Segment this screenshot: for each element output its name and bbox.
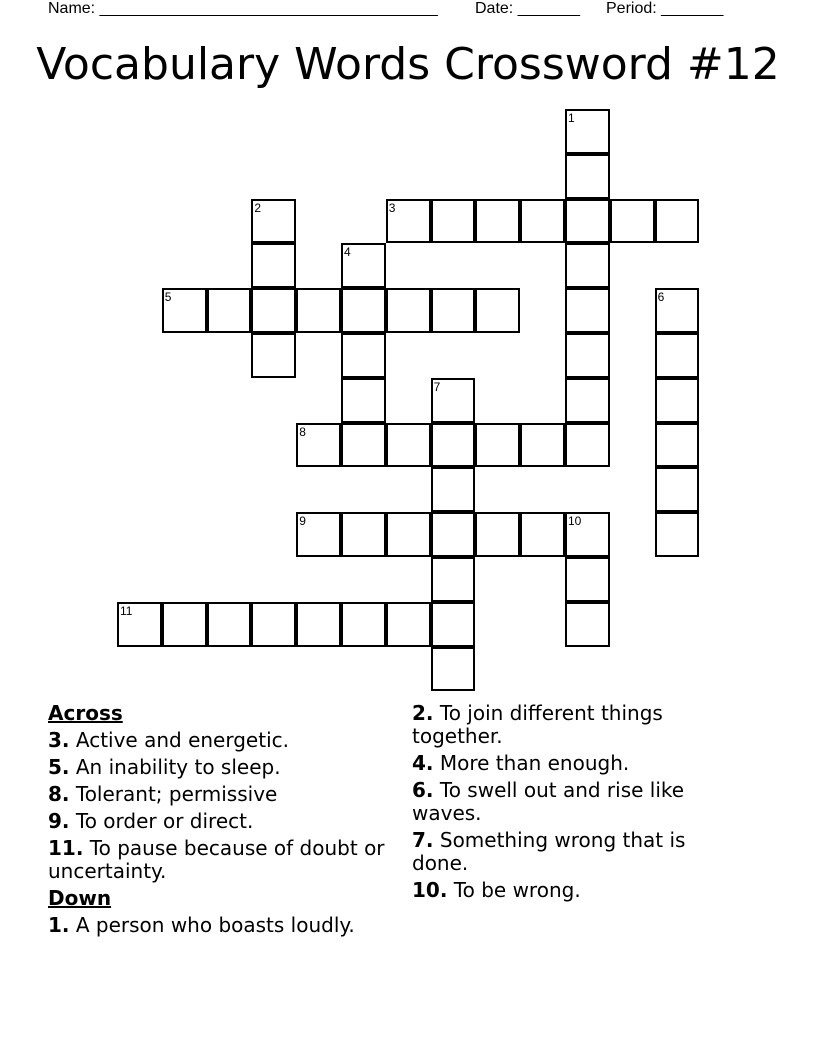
crossword-cell[interactable] [251, 602, 296, 647]
crossword-cell[interactable] [565, 288, 610, 333]
crossword-cell[interactable] [565, 423, 610, 468]
cell-clue-number: 9 [299, 514, 306, 529]
crossword-cell[interactable] [565, 243, 610, 288]
crossword-cell[interactable] [565, 109, 610, 154]
clue-text: To join different things together. [412, 701, 663, 748]
clue-text: Tolerant; permissive [69, 782, 278, 806]
crossword-cell[interactable] [431, 467, 476, 512]
across-clue-8 [48, 783, 388, 806]
date-field-label: Date: _______ [475, 0, 580, 17]
crossword-cell[interactable] [475, 423, 520, 468]
crossword-cell[interactable] [251, 288, 296, 333]
clue-number: 2. [412, 701, 434, 725]
cell-clue-number: 10 [568, 514, 582, 529]
down-clue-10 [412, 879, 732, 902]
clue-number: 7. [412, 828, 434, 852]
crossword-cell[interactable] [655, 199, 700, 244]
crossword-cell[interactable] [565, 378, 610, 423]
crossword-cell[interactable] [431, 378, 476, 423]
clue-text: To order or direct. [69, 809, 254, 833]
cell-clue-number: 8 [299, 424, 306, 439]
crossword-cell[interactable] [162, 288, 207, 333]
crossword-cell[interactable] [520, 423, 565, 468]
crossword-cell[interactable] [565, 154, 610, 199]
crossword-cell[interactable] [431, 512, 476, 557]
crossword-cell[interactable] [251, 243, 296, 288]
cell-clue-number: 11 [120, 603, 133, 618]
crossword-cell[interactable] [431, 199, 476, 244]
crossword-cell[interactable] [341, 288, 386, 333]
crossword-cell[interactable] [431, 288, 476, 333]
down-clue-2 [412, 702, 732, 748]
name-field-label: Name: ______________________________________ [48, 0, 438, 17]
crossword-cell[interactable] [386, 423, 431, 468]
crossword-cell[interactable] [431, 423, 476, 468]
across-clue-9 [48, 810, 388, 833]
crossword-cell[interactable] [655, 333, 700, 378]
crossword-cell[interactable] [565, 199, 610, 244]
crossword-cell[interactable] [296, 512, 341, 557]
across-clue-5 [48, 756, 388, 779]
clue-number: 3. [48, 728, 70, 752]
crossword-cell[interactable] [386, 288, 431, 333]
crossword-cell[interactable] [655, 288, 700, 333]
clue-text: Active and energetic. [69, 728, 289, 752]
down-clue-6 [412, 779, 732, 825]
crossword-cell[interactable] [475, 288, 520, 333]
crossword-cell[interactable] [341, 512, 386, 557]
crossword-cell[interactable] [431, 602, 476, 647]
clue-number: 8. [48, 782, 70, 806]
crossword-cell[interactable] [655, 423, 700, 468]
crossword-cell[interactable] [565, 557, 610, 602]
crossword-cell[interactable] [565, 512, 610, 557]
crossword-cell[interactable] [162, 602, 207, 647]
crossword-cell[interactable] [655, 467, 700, 512]
clue-number: 6. [412, 778, 434, 802]
clue-number: 4. [412, 751, 434, 775]
down-heading: Down [48, 886, 112, 910]
across-heading: Across [48, 701, 123, 725]
crossword-cell[interactable] [431, 647, 476, 692]
crossword-cell[interactable] [251, 333, 296, 378]
crossword-cell[interactable] [296, 288, 341, 333]
cell-clue-number: 2 [254, 200, 262, 215]
clues-column-left [48, 702, 388, 941]
clue-text: An inability to sleep. [69, 755, 281, 779]
crossword-cell[interactable] [655, 378, 700, 423]
crossword-cell[interactable] [565, 333, 610, 378]
crossword-cell[interactable] [386, 512, 431, 557]
crossword-cell[interactable] [520, 199, 565, 244]
crossword-cell[interactable] [207, 602, 252, 647]
crossword-cell[interactable] [520, 512, 565, 557]
crossword-cell[interactable] [251, 199, 296, 244]
crossword-cell[interactable] [431, 557, 476, 602]
down-clue-4 [412, 752, 732, 775]
clue-number: 10. [412, 878, 448, 902]
clue-text: More than enough. [433, 751, 630, 775]
clue-text: Something wrong that is done. [412, 828, 686, 875]
cell-clue-number: 5 [164, 290, 172, 305]
crossword-cell[interactable] [386, 602, 431, 647]
clue-text: To swell out and rise like waves. [412, 778, 685, 825]
crossword-cell[interactable] [565, 602, 610, 647]
crossword-cell[interactable] [296, 602, 341, 647]
down-clue-7 [412, 829, 732, 875]
crossword-cell[interactable] [475, 199, 520, 244]
cell-clue-number: 1 [568, 111, 575, 125]
crossword-cell[interactable] [386, 199, 431, 244]
clue-number: 1. [48, 913, 70, 937]
period-field-label: Period: _______ [606, 0, 724, 17]
crossword-cell[interactable] [475, 512, 520, 557]
clue-text: To pause because of doubt or uncertainty. [48, 836, 385, 883]
page-title: Vocabulary Words Crossword #12 [36, 39, 780, 90]
clue-number: 9. [48, 809, 70, 833]
crossword-cell[interactable] [610, 199, 655, 244]
crossword-cell[interactable] [341, 333, 386, 378]
crossword-cell[interactable] [655, 512, 700, 557]
clue-text: To be wrong. [447, 878, 581, 902]
crossword-cell[interactable] [341, 602, 386, 647]
down-clue-1 [48, 914, 388, 937]
clue-number: 5. [48, 755, 70, 779]
crossword-cell[interactable] [296, 423, 341, 468]
crossword-cell[interactable] [117, 602, 162, 647]
clues-column-right [412, 702, 732, 906]
cell-clue-number: 7 [433, 379, 441, 394]
clue-text: A person who boasts loudly. [69, 913, 355, 937]
crossword-cell[interactable] [341, 243, 386, 288]
clue-number: 11. [48, 836, 84, 860]
across-clue-3 [48, 729, 388, 752]
crossword-cell[interactable] [207, 288, 252, 333]
cell-clue-number: 6 [657, 290, 665, 305]
crossword-cell[interactable] [341, 423, 386, 468]
cell-clue-number: 4 [344, 245, 351, 260]
crossword-cell[interactable] [341, 378, 386, 423]
cell-clue-number: 3 [388, 200, 396, 215]
across-clue-11 [48, 837, 388, 883]
